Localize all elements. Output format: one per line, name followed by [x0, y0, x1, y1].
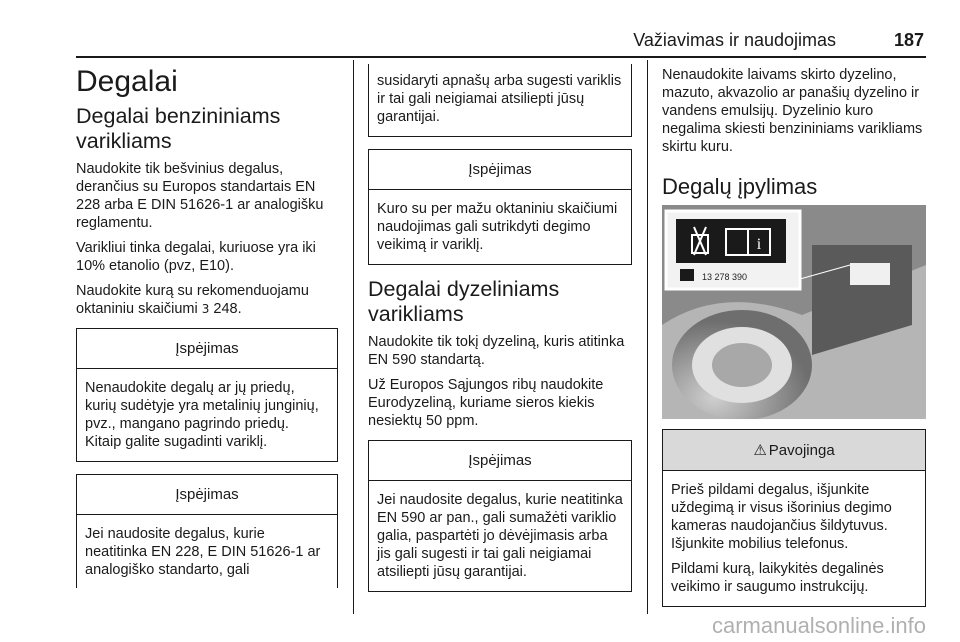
paragraph: Pildami kurą, laikykitės degalinės veikimo ir saugumo instrukcijų. — [671, 561, 884, 595]
page-number: 187 — [893, 30, 924, 50]
warning-box — [368, 440, 632, 592]
chapter-heading: Degalai — [76, 65, 178, 98]
danger-title-text: Pavojinga — [768, 442, 835, 459]
section-heading: Degalai benzininiams varikliams — [76, 104, 281, 153]
paragraph: Už Europos Sąjungos ribų naudokite Eurodyzeliną, kuriame sieros kiekis nesiektų 50 ppm. — [368, 377, 604, 429]
section-heading: Degalų įpylimas — [662, 174, 818, 199]
warning-title: Įspėjimas — [369, 150, 631, 190]
warning-body: Jei naudosite degalus, kurie neatitinka EN 590 ar pan., gali sumažėti variklio galia, paspartėti jo dėvėjimasis arba jis gali sugesti ir tai gali neigiamai atsiliepti jūsų garantijai. — [377, 492, 623, 580]
warning-box — [76, 474, 338, 588]
danger-box — [662, 429, 926, 607]
column-1 — [76, 58, 338, 588]
paragraph — [76, 282, 338, 318]
warning-title: Įspėjimas — [77, 475, 337, 515]
warning-body: Nenaudokite degalų ar jų priedų, kurių sudėtyje yra metalinių junginių, pvz., mangano pagrindo priedų. Kitaip galite sugadinti variklį. — [85, 380, 319, 450]
column-2 — [368, 58, 632, 604]
warning-box — [76, 328, 338, 462]
warning-box — [368, 149, 632, 265]
warning-body: Jei naudosite degalus, kurie neatitinka EN 228, E DIN 51626-1 ar analogiško standarto, gali — [85, 526, 321, 578]
section-title: Važiavimas ir naudojimas — [633, 30, 836, 50]
paragraph: Nenaudokite laivams skirto dyzelino, mazuto, akvazolio ar panašių dyzelino ir vandens emulsijų. Dyzelinio kuro negalima skiesti benzininiams varikliams skirtu kuru. — [662, 67, 923, 155]
warning-box-continued — [368, 64, 632, 137]
page-reference[interactable]: 248. — [209, 301, 242, 317]
warning-triangle-icon: ⚠ — [753, 442, 767, 459]
page-header — [76, 22, 926, 58]
danger-title — [663, 430, 925, 471]
reference-arrow-icon: 3 — [201, 302, 210, 316]
info-i-glyph: i — [756, 236, 762, 253]
danger-body — [663, 471, 925, 606]
warning-body: Kuro su per mažu oktaniniu skaičiumi naudojimas gali sutrikdyti degimo veikimą ir variklį. — [377, 201, 618, 253]
warning-title: Įspėjimas — [369, 441, 631, 481]
watermark: carmanualsonline.info — [711, 613, 926, 638]
paragraph-text: Naudokite kurą su rekomenduojamu oktaniniu skaičiumi — [76, 283, 309, 317]
fuel-filler-photo — [662, 205, 926, 419]
fuel-filler-illustration — [662, 205, 926, 419]
column-divider — [353, 60, 354, 614]
warning-title: Įspėjimas — [77, 329, 337, 369]
photo-label: 13 278 390 — [702, 272, 748, 282]
paragraph: Prieš pildami degalus, išjunkite uždegimą ir visus išorinius degimo kameras naudojančius šildytuvus. Išjunkite mobilius telefonus. — [671, 482, 892, 552]
paragraph: Naudokite tik tokį dyzeliną, kuris atitinka EN 590 standartą. — [368, 334, 625, 368]
section-heading: Degalai dyzeliniams varikliams — [368, 277, 560, 326]
paragraph: Varikliui tinka degalai, kuriuose yra iki 10% etanolio (pvz, E10). — [76, 240, 316, 274]
warning-body: susidaryti apnašų arba sugesti variklis ir tai gali neigiamai atsiliepti jūsų garantijai. — [377, 73, 622, 125]
column-divider — [647, 60, 648, 614]
column-3 — [662, 58, 926, 619]
paragraph: Naudokite tik bešvinius degalus, derančius su Europos standartais EN 228 arba E DIN 51626-1 ar analogišku reglamentu. — [76, 161, 324, 231]
